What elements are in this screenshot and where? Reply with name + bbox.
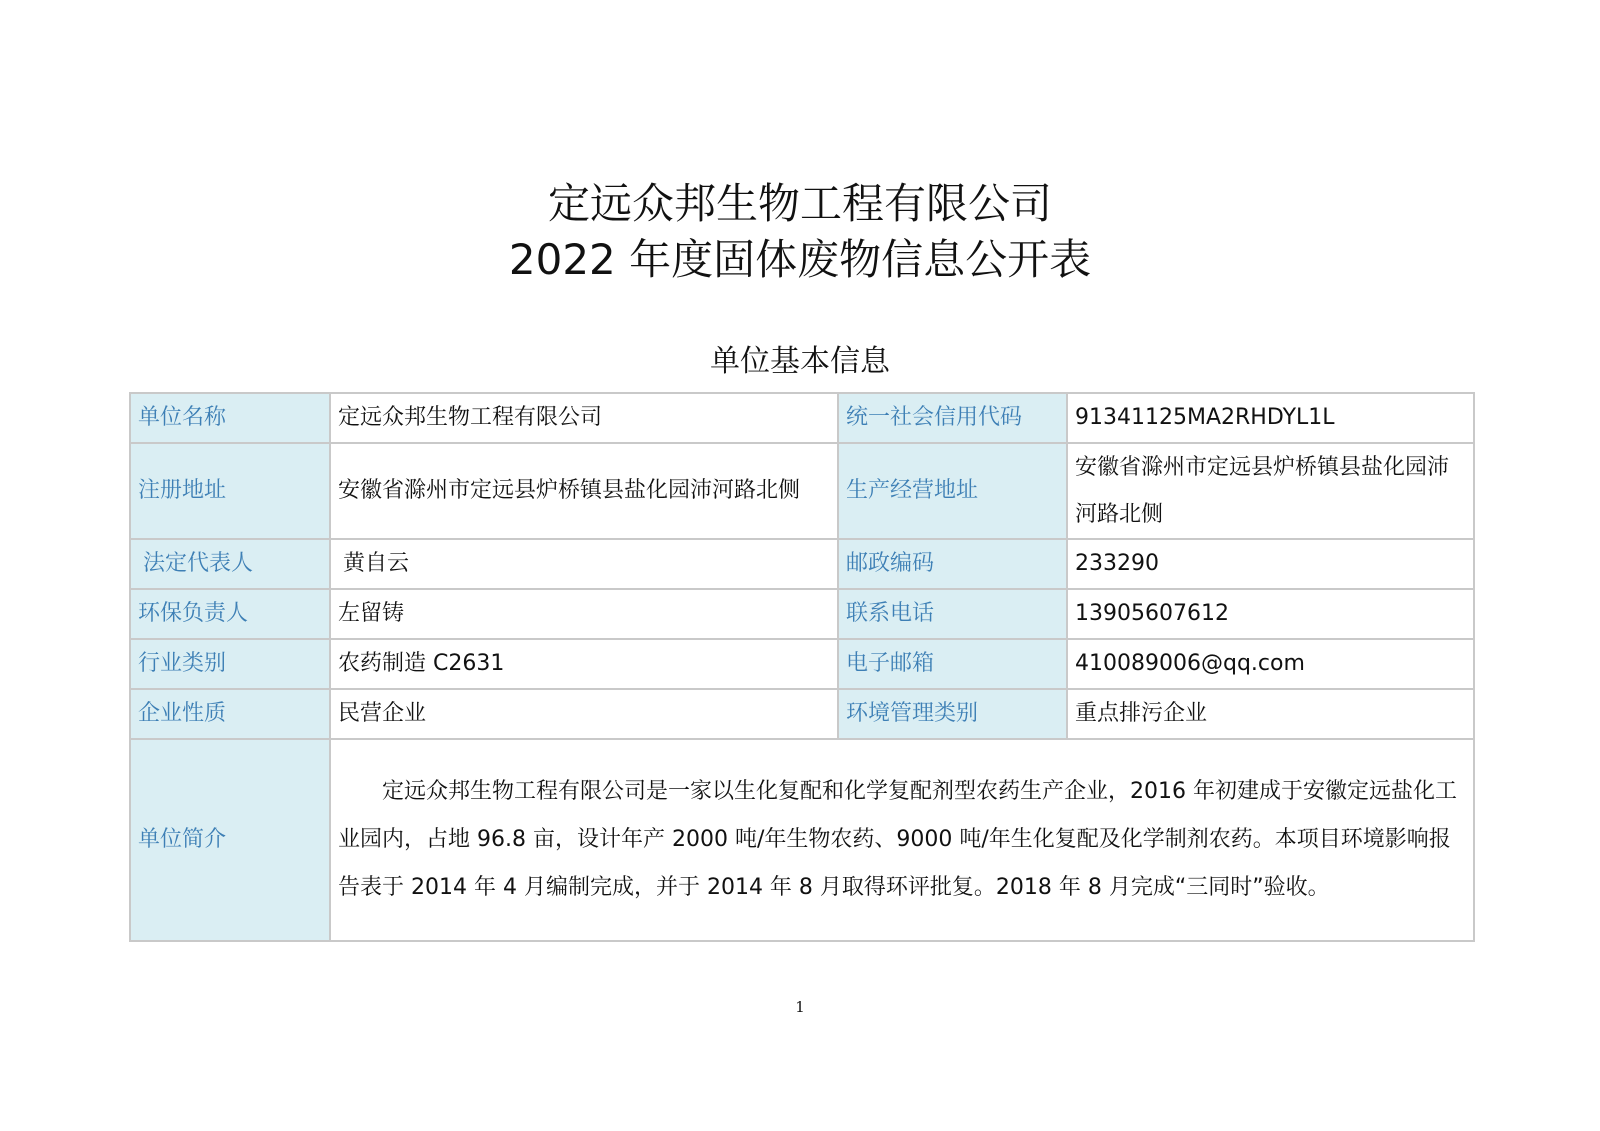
intro-text: 定远众邦生物工程有限公司是一家以生化复配和化学复配剂型农药生产企业，2016 年初建成于安徽定远盐化工业园内，占地 96.8 亩，设计年产 2000 吨/年生物农药、9000 吨/年生化复配及化学制剂农药。本项目环境影响报告表于 2014 年 4 月编制完成，并于 2014 年 8 月取得环评批复。2018 年 8 月完成“三同时”验收。 <box>338 779 1457 900</box>
table-row <box>130 689 1474 739</box>
table-row <box>130 443 1474 539</box>
industry-value: 农药制造 C2631 <box>330 639 838 689</box>
page-number: 1 <box>795 998 805 1016</box>
document-title: 定远众邦生物工程有限公司 <box>547 179 1052 228</box>
legal-rep-label: 法定代表人 <box>130 539 330 589</box>
phone-value: 13905607612 <box>1067 589 1474 639</box>
registered-address-value: 安徽省滁州市定远县炉桥镇县盐化园沛河路北侧 <box>330 443 838 539</box>
enterprise-type-value: 民营企业 <box>330 689 838 739</box>
legal-rep-value: 黄自云 <box>330 539 838 589</box>
table-row <box>130 639 1474 689</box>
env-category-value: 重点排污企业 <box>1067 689 1474 739</box>
enterprise-type-label: 企业性质 <box>130 689 330 739</box>
unit-name-label: 单位名称 <box>130 393 330 443</box>
email-label: 电子邮箱 <box>838 639 1067 689</box>
table-row <box>130 393 1474 443</box>
business-address-label: 生产经营地址 <box>838 443 1067 539</box>
env-manager-value: 左留铸 <box>330 589 838 639</box>
credit-code-label: 统一社会信用代码 <box>838 393 1067 443</box>
industry-label: 行业类别 <box>130 639 330 689</box>
table-row <box>130 539 1474 589</box>
document-subtitle: 2022 年度固体废物信息公开表 <box>508 235 1092 284</box>
phone-label: 联系电话 <box>838 589 1067 639</box>
unit-name-value: 定远众邦生物工程有限公司 <box>330 393 838 443</box>
env-manager-label: 环保负责人 <box>130 589 330 639</box>
postal-code-value: 233290 <box>1067 539 1474 589</box>
table-row <box>130 739 1474 941</box>
registered-address-label: 注册地址 <box>130 443 330 539</box>
env-category-label: 环境管理类别 <box>838 689 1067 739</box>
basic-info-table <box>129 392 1475 942</box>
table-row <box>130 589 1474 639</box>
postal-code-label: 邮政编码 <box>838 539 1067 589</box>
credit-code-value: 91341125MA2RHDYL1L <box>1067 393 1474 443</box>
intro-label: 单位简介 <box>130 739 330 941</box>
intro-cell <box>330 739 1474 941</box>
email-value: 410089006@qq.com <box>1067 639 1474 689</box>
section-title: 单位基本信息 <box>710 344 890 379</box>
business-address-value: 安徽省滁州市定远县炉桥镇县盐化园沛河路北侧 <box>1067 443 1474 539</box>
